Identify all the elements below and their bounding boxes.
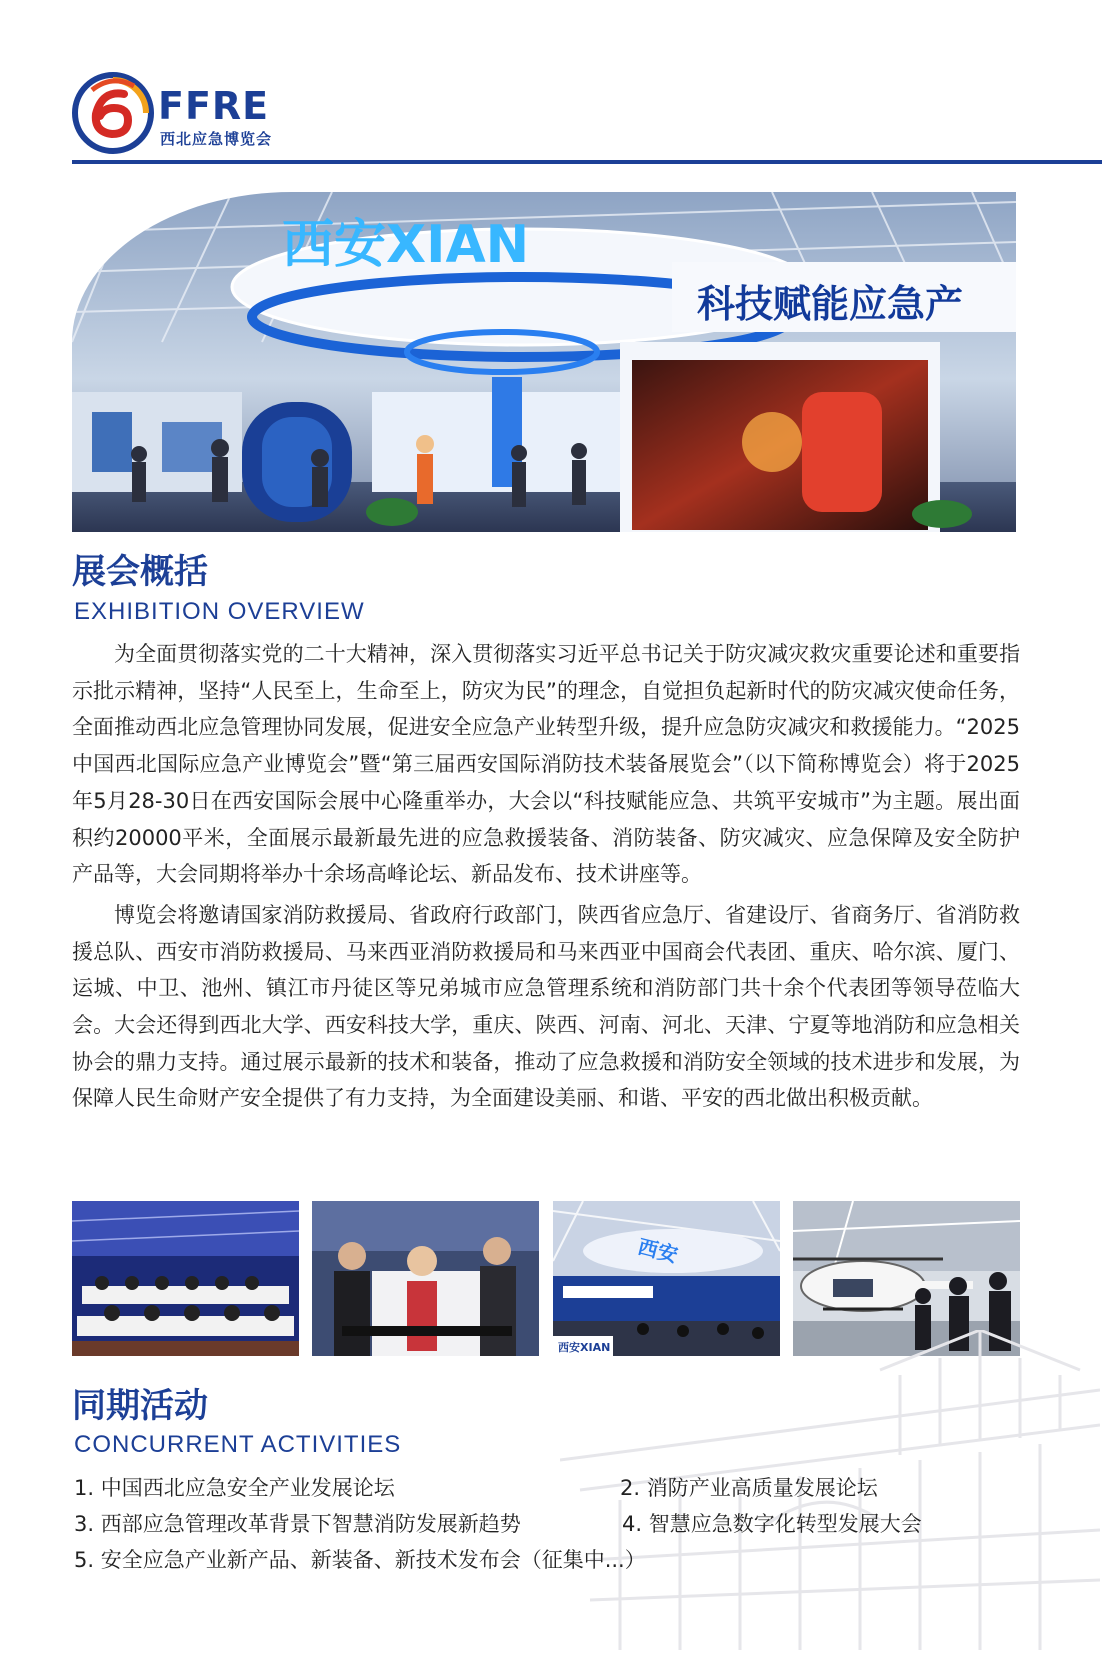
overview-paragraph-1: 为全面贯彻落实党的二十大精神，深入贯彻落实习近平总书记关于防灾减灾救灾重要论述和重要指示批示精神，坚持“人民至上，生命至上，防灾为民”的理念，自觉担负起新时代的防灾减灾使命任务，全面推动西北应急管理协同发展，促进安全应急产业转型升级，提升应急防灾减灾和救援能力。“2025中国西北国际应急产业博览会”暨“第三届西安国际消防技术装备展览会”（以下简称博览会）将于2025年5月28-30日在西安国际会展中心隆重举办，大会以“科技赋能应急、共筑平安城市”为主题。展出面积约20000平米，全面展示最新最先进的应急救援装备、消防装备、防灾减灾、应急保障及安全防护产品等，大会同期将举办十余场高峰论坛、新品发布、技术讲座等。 xyxy=(72,642,1020,887)
ffre-logo-mark-icon xyxy=(72,72,154,154)
hero-exhibition-photo xyxy=(72,192,1016,532)
header-divider xyxy=(72,160,1102,164)
activity-item: 3. 西部应急管理改革背景下智慧消防发展新趋势 xyxy=(74,1512,521,1536)
gallery-photo-forum-audience xyxy=(72,1201,299,1356)
overview-subtitle: EXHIBITION OVERVIEW xyxy=(74,598,365,625)
activity-item: 5. 安全应急产业新产品、新装备、新技术发布会（征集中...） xyxy=(74,1548,646,1572)
logo-subtitle: 西北应急博览会 xyxy=(160,130,273,148)
gallery-photo3-sign: 西安XIAN xyxy=(558,1341,611,1354)
overview-title: 展会概括 xyxy=(72,552,208,592)
concurrent-title: 同期活动 xyxy=(72,1386,208,1426)
hero-illustration xyxy=(72,192,1016,532)
concurrent-subtitle: CONCURRENT ACTIVITIES xyxy=(74,1431,402,1458)
hero-sign-text: 西安XIAN xyxy=(282,215,530,275)
gallery-photo-officials-inspection xyxy=(312,1201,539,1356)
activity-item: 1. 中国西北应急安全产业发展论坛 xyxy=(74,1476,395,1500)
logo-wordmark: FFRE xyxy=(158,84,270,128)
activity-item: 2. 消防产业高质量发展论坛 xyxy=(620,1476,878,1500)
overview-paragraph-2: 博览会将邀请国家消防救援局、省政府行政部门，陕西省应急厅、省建设厅、省商务厅、省消防救援总队、西安市消防救援局、马来西亚消防救援局和马来西亚中国商会代表团、重庆、哈尔滨、厦门、运城、中卫、池州、镇江市丹徒区等兄弟城市应急管理系统和消防部门共十余个代表团等领导莅临大会。大会还得到西北大学、西安科技大学，重庆、陕西、河南、河北、天津、宁夏等地消防和应急相关协会的鼎力支持。通过展示最新的技术和装备，推动了应急救援和消防安全领域的技术进步和发展，为保障人民生命财产安全提供了有力支持，为全面建设美丽、和谐、平安的西北做出积极贡献。 xyxy=(72,902,1020,1111)
activity-item: 4. 智慧应急数字化转型发展大会 xyxy=(622,1512,922,1536)
brand-logo xyxy=(72,72,282,162)
hero-banner-text: 科技赋能应急产 xyxy=(697,282,964,326)
svg-text:西安: 西安 xyxy=(635,1234,681,1268)
overview-body xyxy=(72,636,1020,1121)
